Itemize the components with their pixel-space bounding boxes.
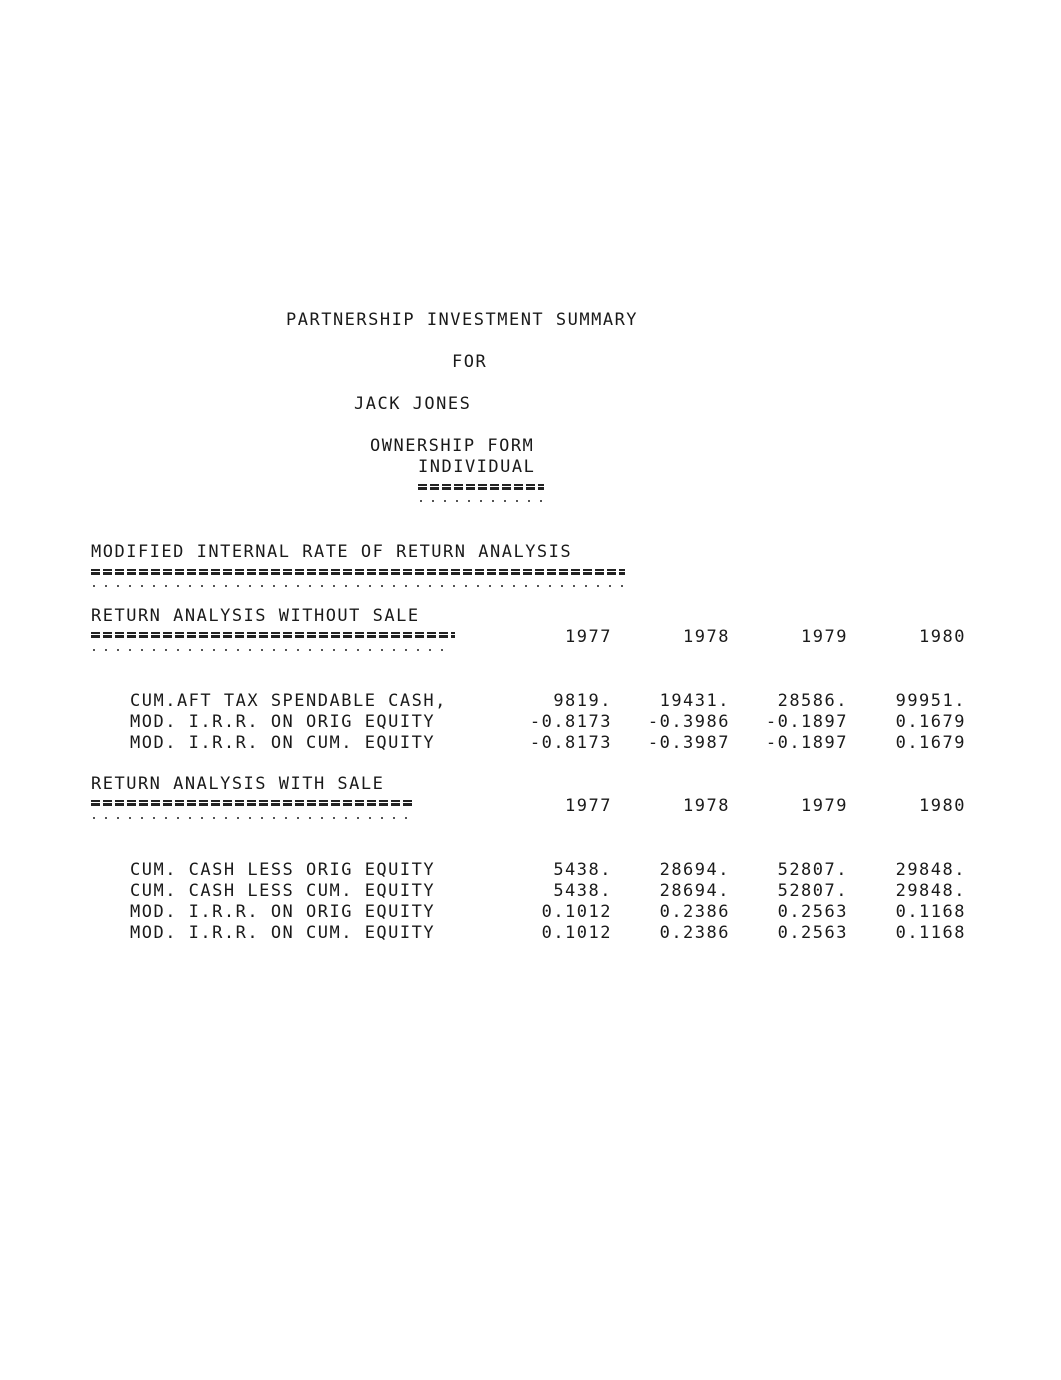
row-value: -0.1897: [765, 712, 848, 732]
row-label: MOD. I.R.R. ON CUM. EQUITY: [130, 733, 436, 753]
row-value: 99951.: [895, 691, 966, 711]
row-value: 0.1168: [895, 902, 966, 922]
with-sale-year-2: 1978: [683, 796, 730, 816]
row-value: -0.8173: [529, 712, 612, 732]
row-label: MOD. I.R.R. ON ORIG EQUITY: [130, 902, 436, 922]
row-value: 29848.: [895, 881, 966, 901]
row-value: -0.3987: [647, 733, 730, 753]
with-sale-year-4: 1980: [919, 796, 966, 816]
document-title: PARTNERSHIP INVESTMENT SUMMARY: [286, 310, 639, 330]
row-value: 5438.: [553, 881, 612, 901]
without-sale-year-2: 1978: [683, 627, 730, 647]
row-value: 28586.: [777, 691, 848, 711]
for-label: FOR: [452, 352, 488, 372]
without-sale-dotted-rule: [93, 649, 453, 651]
ownership-form-value: INDIVIDUAL: [418, 457, 536, 477]
row-value: 52807.: [777, 881, 848, 901]
row-value: 28694.: [659, 881, 730, 901]
without-sale-heading: RETURN ANALYSIS WITHOUT SALE: [91, 606, 420, 626]
analysis-title: MODIFIED INTERNAL RATE OF RETURN ANALYSIS: [91, 542, 573, 562]
row-value: 5438.: [553, 860, 612, 880]
row-value: -0.3986: [647, 712, 730, 732]
row-value: 29848.: [895, 860, 966, 880]
row-label: CUM. CASH LESS CUM. EQUITY: [130, 881, 436, 901]
without-sale-double-rule: [91, 632, 455, 638]
row-label: CUM.AFT TAX SPENDABLE CASH,: [130, 691, 447, 711]
without-sale-year-3: 1979: [801, 627, 848, 647]
ownership-form-label: OWNERSHIP FORM: [370, 436, 535, 456]
row-value: 0.1168: [895, 923, 966, 943]
without-sale-year-1: 1977: [565, 627, 612, 647]
row-value: 0.2386: [659, 902, 730, 922]
row-value: 0.2563: [777, 923, 848, 943]
row-value: 28694.: [659, 860, 730, 880]
row-value: -0.8173: [529, 733, 612, 753]
row-value: 0.1012: [541, 923, 612, 943]
analysis-title-double-rule: [91, 569, 625, 575]
row-value: 0.2386: [659, 923, 730, 943]
row-value: 19431.: [659, 691, 730, 711]
row-label: CUM. CASH LESS ORIG EQUITY: [130, 860, 436, 880]
analysis-title-dotted-rule: [93, 585, 623, 587]
ownership-dotted-rule: [420, 500, 542, 502]
row-label: MOD. I.R.R. ON ORIG EQUITY: [130, 712, 436, 732]
row-value: 0.2563: [777, 902, 848, 922]
row-value: 0.1679: [895, 712, 966, 732]
client-name: JACK JONES: [354, 394, 472, 414]
row-label: MOD. I.R.R. ON CUM. EQUITY: [130, 923, 436, 943]
with-sale-double-rule: [91, 800, 415, 806]
with-sale-heading: RETURN ANALYSIS WITH SALE: [91, 774, 385, 794]
ownership-double-rule: [418, 484, 544, 490]
with-sale-year-1: 1977: [565, 796, 612, 816]
with-sale-year-3: 1979: [801, 796, 848, 816]
row-value: 0.1679: [895, 733, 966, 753]
row-value: 0.1012: [541, 902, 612, 922]
with-sale-dotted-rule: [93, 817, 413, 819]
row-value: 52807.: [777, 860, 848, 880]
without-sale-year-4: 1980: [919, 627, 966, 647]
row-value: -0.1897: [765, 733, 848, 753]
row-value: 9819.: [553, 691, 612, 711]
